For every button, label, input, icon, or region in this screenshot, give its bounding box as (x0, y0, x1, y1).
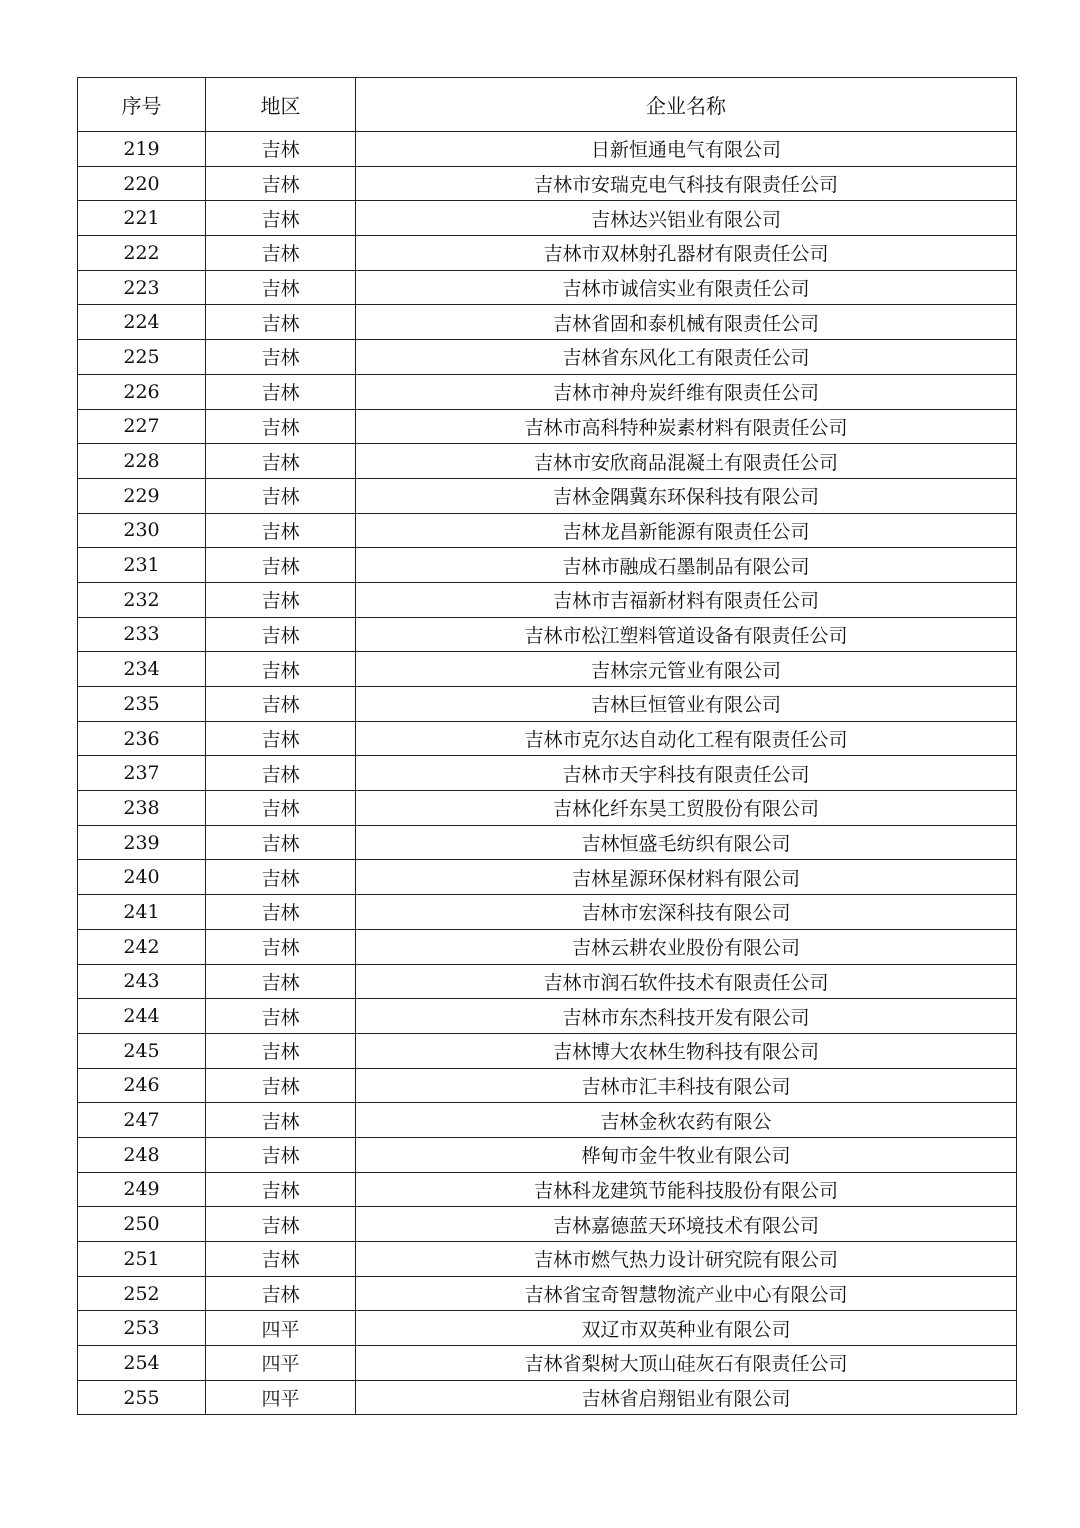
cell-no: 219 (78, 132, 206, 167)
cell-region: 吉林 (206, 1103, 356, 1138)
cell-region: 吉林 (206, 340, 356, 375)
cell-region: 吉林 (206, 582, 356, 617)
cell-company: 吉林宗元管业有限公司 (356, 652, 1017, 687)
cell-no: 220 (78, 166, 206, 201)
table-row (78, 825, 1017, 860)
table-row (78, 1311, 1017, 1346)
cell-region: 吉林 (206, 791, 356, 826)
cell-no: 232 (78, 582, 206, 617)
table-row (78, 236, 1017, 271)
table-row (78, 166, 1017, 201)
header-company: 企业名称 (356, 78, 1017, 132)
cell-region: 吉林 (206, 721, 356, 756)
cell-company: 吉林市神舟炭纤维有限责任公司 (356, 374, 1017, 409)
cell-region: 吉林 (206, 270, 356, 305)
cell-no: 243 (78, 964, 206, 999)
cell-no: 230 (78, 513, 206, 548)
table-row (78, 548, 1017, 583)
cell-company: 吉林市克尔达自动化工程有限责任公司 (356, 721, 1017, 756)
table-row (78, 1103, 1017, 1138)
cell-company: 吉林省梨树大顶山硅灰石有限责任公司 (356, 1346, 1017, 1381)
cell-no: 224 (78, 305, 206, 340)
cell-company: 吉林市双林射孔器材有限责任公司 (356, 236, 1017, 271)
cell-region: 吉林 (206, 1137, 356, 1172)
table-row (78, 860, 1017, 895)
cell-company: 吉林市高科特种炭素材料有限责任公司 (356, 409, 1017, 444)
cell-no: 237 (78, 756, 206, 791)
cell-company: 吉林省启翔铝业有限公司 (356, 1380, 1017, 1415)
cell-region: 四平 (206, 1311, 356, 1346)
cell-no: 250 (78, 1207, 206, 1242)
cell-company: 吉林市安瑞克电气科技有限责任公司 (356, 166, 1017, 201)
cell-region: 吉林 (206, 1068, 356, 1103)
cell-company: 吉林星源环保材料有限公司 (356, 860, 1017, 895)
cell-region: 吉林 (206, 478, 356, 513)
cell-region: 吉林 (206, 444, 356, 479)
table-row (78, 1172, 1017, 1207)
cell-no: 251 (78, 1242, 206, 1277)
cell-no: 227 (78, 409, 206, 444)
cell-no: 236 (78, 721, 206, 756)
enterprise-table (77, 77, 1017, 1415)
table-row (78, 999, 1017, 1034)
table-row (78, 513, 1017, 548)
cell-company: 吉林科龙建筑节能科技股份有限公司 (356, 1172, 1017, 1207)
cell-region: 吉林 (206, 1207, 356, 1242)
table-row (78, 374, 1017, 409)
cell-region: 吉林 (206, 1276, 356, 1311)
cell-company: 吉林市安欣商品混凝土有限责任公司 (356, 444, 1017, 479)
cell-no: 229 (78, 478, 206, 513)
cell-region: 吉林 (206, 201, 356, 236)
cell-no: 231 (78, 548, 206, 583)
cell-no: 223 (78, 270, 206, 305)
cell-company: 吉林市燃气热力设计研究院有限公司 (356, 1242, 1017, 1277)
cell-region: 吉林 (206, 1033, 356, 1068)
table-row (78, 582, 1017, 617)
cell-no: 252 (78, 1276, 206, 1311)
cell-region: 吉林 (206, 1242, 356, 1277)
cell-region: 吉林 (206, 929, 356, 964)
cell-no: 254 (78, 1346, 206, 1381)
cell-company: 吉林市宏深科技有限公司 (356, 895, 1017, 930)
cell-region: 四平 (206, 1380, 356, 1415)
cell-no: 255 (78, 1380, 206, 1415)
cell-company: 吉林市东杰科技开发有限公司 (356, 999, 1017, 1034)
table-row (78, 929, 1017, 964)
cell-no: 239 (78, 825, 206, 860)
cell-no: 222 (78, 236, 206, 271)
cell-no: 233 (78, 617, 206, 652)
cell-no: 249 (78, 1172, 206, 1207)
header-region: 地区 (206, 78, 356, 132)
cell-no: 221 (78, 201, 206, 236)
table-row (78, 409, 1017, 444)
cell-company: 日新恒通电气有限公司 (356, 132, 1017, 167)
table-row (78, 1033, 1017, 1068)
table-row (78, 270, 1017, 305)
cell-region: 吉林 (206, 617, 356, 652)
cell-no: 245 (78, 1033, 206, 1068)
cell-company: 吉林巨恒管业有限公司 (356, 687, 1017, 722)
table-row (78, 652, 1017, 687)
cell-region: 吉林 (206, 825, 356, 860)
cell-region: 吉林 (206, 305, 356, 340)
cell-company: 吉林省宝奇智慧物流产业中心有限公司 (356, 1276, 1017, 1311)
cell-region: 吉林 (206, 513, 356, 548)
cell-no: 248 (78, 1137, 206, 1172)
table-row (78, 1207, 1017, 1242)
cell-no: 235 (78, 687, 206, 722)
table-row (78, 721, 1017, 756)
cell-company: 吉林金隅冀东环保科技有限公司 (356, 478, 1017, 513)
cell-no: 246 (78, 1068, 206, 1103)
cell-no: 228 (78, 444, 206, 479)
cell-region: 吉林 (206, 409, 356, 444)
cell-no: 244 (78, 999, 206, 1034)
cell-company: 吉林市诚信实业有限责任公司 (356, 270, 1017, 305)
cell-company: 吉林市吉福新材料有限责任公司 (356, 582, 1017, 617)
table-row (78, 1242, 1017, 1277)
cell-no: 242 (78, 929, 206, 964)
table-row (78, 305, 1017, 340)
table-row (78, 1137, 1017, 1172)
cell-company: 桦甸市金牛牧业有限公司 (356, 1137, 1017, 1172)
cell-company: 吉林省东风化工有限责任公司 (356, 340, 1017, 375)
cell-no: 241 (78, 895, 206, 930)
table-row (78, 444, 1017, 479)
header-no: 序号 (78, 78, 206, 132)
cell-company: 双辽市双英种业有限公司 (356, 1311, 1017, 1346)
table-row (78, 340, 1017, 375)
header-row (78, 78, 1017, 132)
table-row (78, 1346, 1017, 1381)
cell-region: 吉林 (206, 1172, 356, 1207)
table-row (78, 478, 1017, 513)
table-row (78, 964, 1017, 999)
cell-company: 吉林化纤东昊工贸股份有限公司 (356, 791, 1017, 826)
cell-company: 吉林省固和泰机械有限责任公司 (356, 305, 1017, 340)
table-row (78, 1380, 1017, 1415)
cell-region: 吉林 (206, 132, 356, 167)
table-row (78, 687, 1017, 722)
table-row (78, 132, 1017, 167)
cell-region: 吉林 (206, 652, 356, 687)
cell-region: 吉林 (206, 548, 356, 583)
cell-company: 吉林市润石软件技术有限责任公司 (356, 964, 1017, 999)
cell-company: 吉林恒盛毛纺织有限公司 (356, 825, 1017, 860)
table-row (78, 201, 1017, 236)
cell-region: 吉林 (206, 374, 356, 409)
cell-company: 吉林嘉德蓝天环境技术有限公司 (356, 1207, 1017, 1242)
cell-company: 吉林云耕农业股份有限公司 (356, 929, 1017, 964)
table-row (78, 756, 1017, 791)
cell-company: 吉林达兴铝业有限公司 (356, 201, 1017, 236)
cell-company: 吉林博大农林生物科技有限公司 (356, 1033, 1017, 1068)
cell-region: 吉林 (206, 964, 356, 999)
table-row (78, 617, 1017, 652)
table-row (78, 1068, 1017, 1103)
cell-no: 234 (78, 652, 206, 687)
cell-region: 吉林 (206, 999, 356, 1034)
cell-region: 四平 (206, 1346, 356, 1381)
cell-no: 247 (78, 1103, 206, 1138)
cell-region: 吉林 (206, 687, 356, 722)
cell-company: 吉林市汇丰科技有限公司 (356, 1068, 1017, 1103)
cell-company: 吉林金秋农药有限公 (356, 1103, 1017, 1138)
cell-region: 吉林 (206, 166, 356, 201)
cell-region: 吉林 (206, 895, 356, 930)
cell-region: 吉林 (206, 756, 356, 791)
cell-company: 吉林市天宇科技有限责任公司 (356, 756, 1017, 791)
cell-no: 253 (78, 1311, 206, 1346)
cell-no: 240 (78, 860, 206, 895)
cell-region: 吉林 (206, 860, 356, 895)
cell-company: 吉林市融成石墨制品有限公司 (356, 548, 1017, 583)
table-row (78, 791, 1017, 826)
cell-company: 吉林市松江塑料管道设备有限责任公司 (356, 617, 1017, 652)
table-row (78, 1276, 1017, 1311)
cell-no: 226 (78, 374, 206, 409)
cell-region: 吉林 (206, 236, 356, 271)
cell-no: 225 (78, 340, 206, 375)
cell-company: 吉林龙昌新能源有限责任公司 (356, 513, 1017, 548)
cell-no: 238 (78, 791, 206, 826)
table-row (78, 895, 1017, 930)
